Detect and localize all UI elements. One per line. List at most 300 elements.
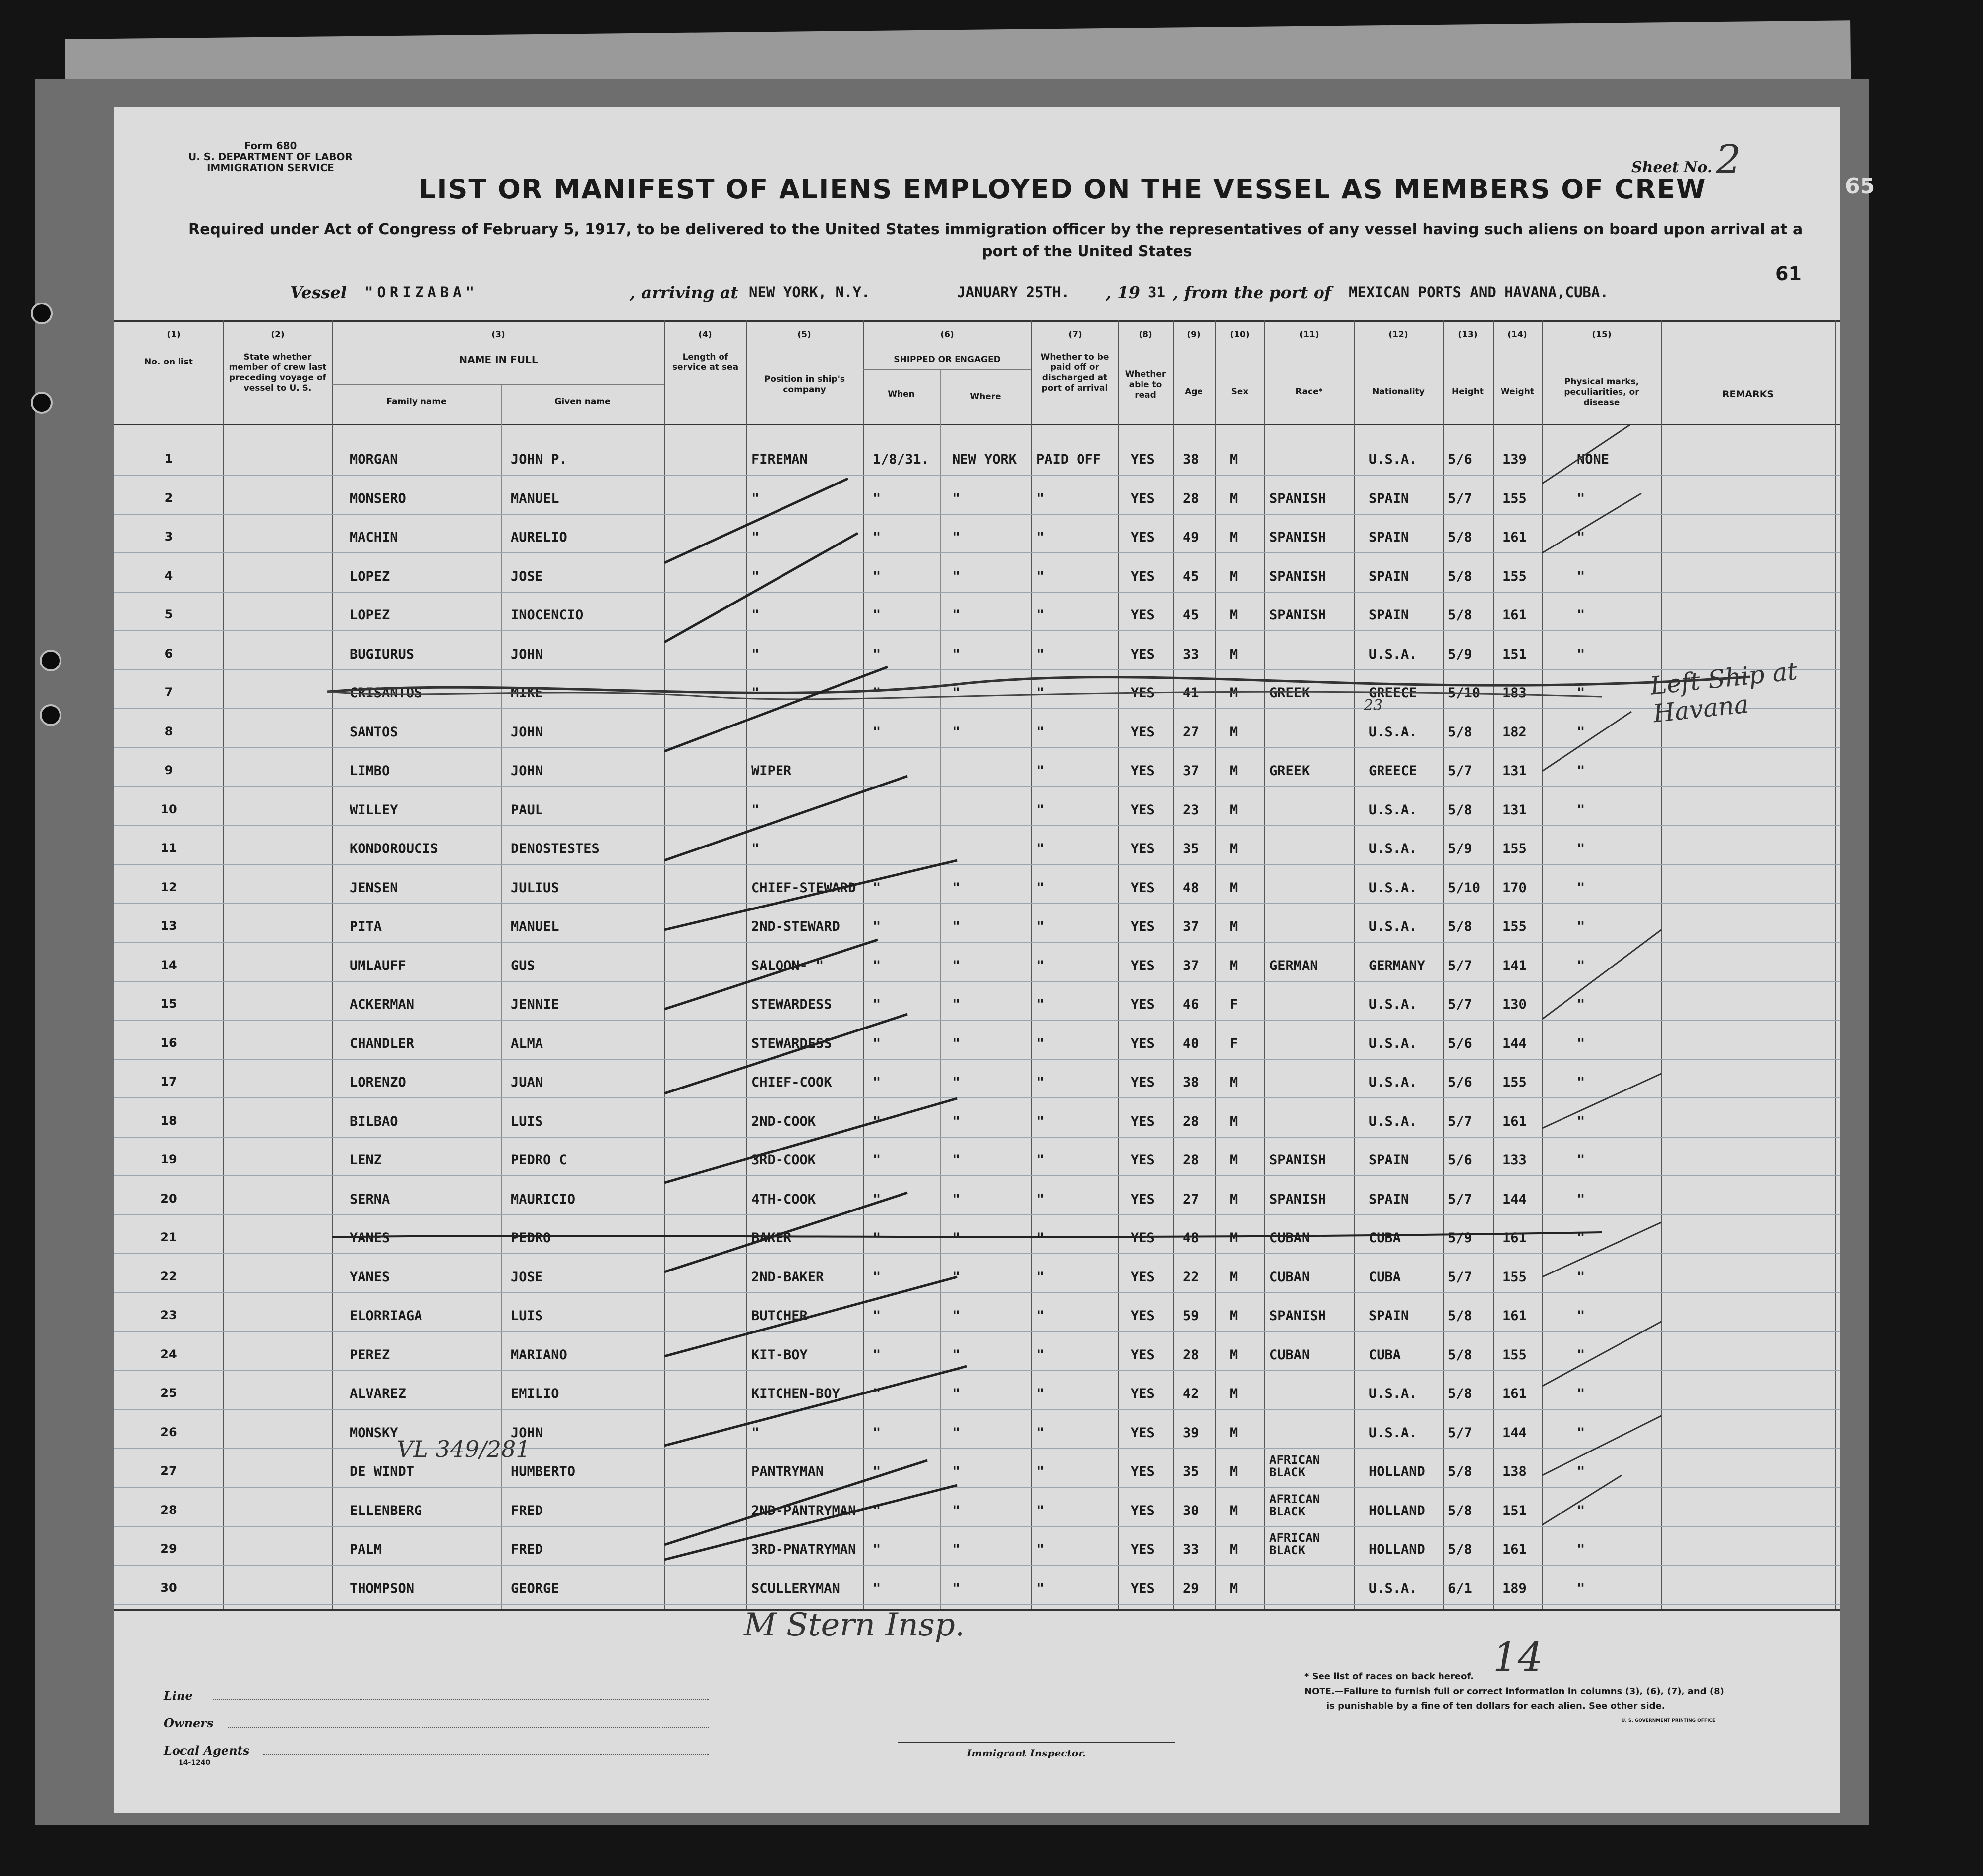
cell-nationality: SPAIN xyxy=(1369,1152,1409,1168)
cell-given: JOHN xyxy=(511,724,543,740)
row-number: 7 xyxy=(164,685,173,699)
cell-given: PEDRO C xyxy=(511,1152,567,1168)
cell-race: SPANISH xyxy=(1269,607,1326,623)
cell-marks: " xyxy=(1577,880,1585,896)
cell-age: 27 xyxy=(1183,724,1199,740)
cell-marks: " xyxy=(1577,1152,1585,1168)
cell-sex: M xyxy=(1230,724,1238,740)
row-number: 6 xyxy=(164,646,173,661)
cell-read: YES xyxy=(1131,958,1155,973)
footer-inspector-label: Immigrant Inspector. xyxy=(967,1747,1086,1759)
cell-paid: " xyxy=(1036,1580,1045,1596)
cell-sex: M xyxy=(1230,802,1238,818)
cell-given: MANUEL xyxy=(511,919,559,934)
cell-when: " xyxy=(873,997,881,1012)
row-number: 8 xyxy=(164,724,173,738)
cell-where: " xyxy=(952,1464,961,1479)
cell-family: THOMPSON xyxy=(350,1580,415,1596)
cell-given: FRED xyxy=(511,1542,543,1557)
col-num-6: (6) xyxy=(940,330,954,340)
cell-position: 2ND-PANTRYMAN xyxy=(751,1503,856,1518)
cell-given: JOHN xyxy=(511,763,543,779)
cell-position: " xyxy=(751,568,760,584)
strike-line-row-7 xyxy=(327,677,1750,693)
cell-marks: " xyxy=(1577,1503,1585,1518)
header-shipped-engaged: SHIPPED OR ENGAGED xyxy=(894,355,1001,364)
cell-marks: NONE xyxy=(1577,452,1610,467)
cell-marks: " xyxy=(1577,1035,1585,1051)
cell-given: FRED xyxy=(511,1503,543,1518)
cell-age: 37 xyxy=(1183,919,1199,934)
cell-weight: 189 xyxy=(1502,1580,1527,1596)
cell-weight: 161 xyxy=(1502,1542,1527,1557)
cell-position: KITCHEN-BOY xyxy=(751,1386,840,1401)
cell-race: CUBAN xyxy=(1269,1230,1310,1246)
check-mark xyxy=(664,1014,907,1093)
vessel-label: Vessel xyxy=(290,283,347,302)
check-mark xyxy=(1542,1475,1622,1525)
row-number: 22 xyxy=(160,1269,177,1283)
cell-where: " xyxy=(952,1308,961,1324)
cell-when: " xyxy=(873,919,881,934)
col-num-2: (2) xyxy=(271,330,285,340)
cell-marks: " xyxy=(1577,958,1585,973)
cell-weight: 151 xyxy=(1502,1503,1527,1518)
cell-sex: M xyxy=(1230,530,1238,545)
cell-nationality: GERMANY xyxy=(1369,958,1425,973)
cell-weight: 155 xyxy=(1502,841,1527,856)
cell-race: CUBAN xyxy=(1269,1269,1310,1285)
cell-sex: M xyxy=(1230,1464,1238,1479)
cell-height: 5/8 xyxy=(1448,1308,1472,1324)
header-paid-off: Whether to be paid off or discharged at port of arrival xyxy=(1040,352,1109,393)
cell-when: " xyxy=(873,646,881,662)
cell-marks: " xyxy=(1577,1425,1585,1441)
cell-marks: " xyxy=(1577,685,1585,701)
cell-sex: F xyxy=(1230,997,1238,1012)
row-number: 18 xyxy=(160,1113,177,1128)
strike-line-row-7 xyxy=(327,692,1602,699)
handwritten-count: 14 xyxy=(1493,1634,1543,1680)
footer-agents-rule xyxy=(263,1754,709,1756)
cell-family: JENSEN xyxy=(350,880,398,896)
cell-read: YES xyxy=(1131,1191,1155,1207)
form-number: Form 680 xyxy=(244,140,297,152)
check-mark xyxy=(664,940,878,1009)
vessel-name: "ORIZABA" xyxy=(364,284,479,301)
year-suffix: 31 xyxy=(1148,284,1165,301)
cell-paid: " xyxy=(1036,1075,1045,1090)
cell-position: 2ND-STEWARD xyxy=(751,919,840,934)
row-number: 10 xyxy=(160,802,177,816)
cell-family: LOPEZ xyxy=(350,607,390,623)
cell-given: JOHN P. xyxy=(511,452,567,467)
cell-nationality: HOLLAND xyxy=(1369,1542,1425,1557)
service-name: IMMIGRATION SERVICE xyxy=(206,162,334,174)
cell-nationality: SPAIN xyxy=(1369,1308,1409,1324)
cell-family: LOPEZ xyxy=(350,568,390,584)
cell-nationality: SPAIN xyxy=(1369,490,1409,506)
cell-sex: M xyxy=(1230,763,1238,779)
cell-weight: 155 xyxy=(1502,568,1527,584)
cell-read: YES xyxy=(1131,802,1155,818)
cell-family: PITA xyxy=(350,919,382,934)
cell-marks: " xyxy=(1577,646,1585,662)
check-mark xyxy=(664,479,848,563)
cell-weight: 161 xyxy=(1502,607,1527,623)
cell-height: 5/8 xyxy=(1448,607,1472,623)
cell-when: " xyxy=(873,1269,881,1285)
cell-nationality: CUBA xyxy=(1369,1230,1401,1246)
row-number: 11 xyxy=(160,841,177,855)
arrival-date: JANUARY 25TH. xyxy=(957,284,1070,301)
cell-where: " xyxy=(952,997,961,1012)
cell-height: 5/6 xyxy=(1448,452,1472,467)
cell-height: 5/6 xyxy=(1448,1075,1472,1090)
col-num-1: (1) xyxy=(167,330,180,340)
cell-marks: " xyxy=(1577,763,1585,779)
cell-race: GREEK xyxy=(1269,763,1310,779)
cell-age: 48 xyxy=(1183,880,1199,896)
cell-where: NEW YORK xyxy=(952,452,1017,467)
cell-given: GEORGE xyxy=(511,1580,559,1596)
from-port-label: , from the port of xyxy=(1173,283,1332,302)
row-number: 4 xyxy=(164,568,173,583)
cell-weight: 144 xyxy=(1502,1425,1527,1441)
cell-weight: 141 xyxy=(1502,958,1527,973)
inspector-signature: M Stern Insp. xyxy=(744,1607,965,1643)
cell-marks: " xyxy=(1577,1191,1585,1207)
cell-height: 5/8 xyxy=(1448,1503,1472,1518)
check-mark xyxy=(1542,1074,1661,1128)
cell-when: " xyxy=(873,1035,881,1051)
cell-where: " xyxy=(952,1269,961,1285)
cell-read: YES xyxy=(1131,1580,1155,1596)
cell-when: " xyxy=(873,1308,881,1324)
cell-position: CHIEF-STEWARD xyxy=(751,880,856,896)
col-num-9: (9) xyxy=(1187,330,1201,340)
arriving-label: , arriving at xyxy=(630,283,738,302)
cell-where: " xyxy=(952,1347,961,1363)
cell-age: 37 xyxy=(1183,958,1199,973)
cell-read: YES xyxy=(1131,530,1155,545)
cell-weight: 155 xyxy=(1502,1269,1527,1285)
cell-sex: M xyxy=(1230,490,1238,506)
cell-weight: 144 xyxy=(1502,1191,1527,1207)
cell-nationality: SPAIN xyxy=(1369,1191,1409,1207)
cell-where: " xyxy=(952,490,961,506)
cell-when: " xyxy=(873,1503,881,1518)
cell-where: " xyxy=(952,958,961,973)
check-mark xyxy=(664,1366,967,1446)
cell-when: " xyxy=(873,1347,881,1363)
cell-weight: 183 xyxy=(1502,685,1527,701)
cell-family: YANES xyxy=(350,1230,390,1246)
cell-paid: " xyxy=(1036,490,1045,506)
cell-age: 35 xyxy=(1183,841,1199,856)
cell-where: " xyxy=(952,1075,961,1090)
header-nationality: Nationality xyxy=(1372,387,1425,397)
cell-when: " xyxy=(873,1230,881,1246)
cell-read: YES xyxy=(1131,1035,1155,1051)
cell-given: HUMBERTO xyxy=(511,1464,576,1479)
cell-nationality: GREECE xyxy=(1369,763,1417,779)
row-number: 23 xyxy=(160,1308,177,1322)
cell-paid: " xyxy=(1036,1308,1045,1324)
cell-height: 5/8 xyxy=(1448,919,1472,934)
cell-when: " xyxy=(873,1152,881,1168)
header-weight: Weight xyxy=(1501,387,1534,397)
check-mark xyxy=(664,1193,907,1272)
cell-given: LUIS xyxy=(511,1113,543,1129)
cell-given: ALMA xyxy=(511,1035,543,1051)
cell-paid: " xyxy=(1036,880,1045,896)
cell-marks: " xyxy=(1577,568,1585,584)
cell-paid: " xyxy=(1036,763,1045,779)
col-num-10: (10) xyxy=(1230,330,1250,340)
check-mark xyxy=(664,1485,957,1560)
cell-race: SPANISH xyxy=(1269,490,1326,506)
cell-height: 6/1 xyxy=(1448,1580,1472,1596)
header-position: Position in ship's company xyxy=(764,374,845,395)
row-number: 14 xyxy=(160,958,177,972)
cell-age: 35 xyxy=(1183,1464,1199,1479)
cell-nationality: SPAIN xyxy=(1369,607,1409,623)
cell-nationality: SPAIN xyxy=(1369,530,1409,545)
cell-read: YES xyxy=(1131,1075,1155,1090)
cell-paid: " xyxy=(1036,958,1045,973)
cell-paid: " xyxy=(1036,1347,1045,1363)
col-num-15: (15) xyxy=(1592,330,1612,340)
cell-sex: M xyxy=(1230,1152,1238,1168)
cell-nationality: U.S.A. xyxy=(1369,1075,1417,1090)
cell-given: JOHN xyxy=(511,1425,543,1441)
cell-age: 49 xyxy=(1183,530,1199,545)
footer-note-1: NOTE.—Failure to furnish full or correct information in columns (3), (6), (7), and (8) xyxy=(1304,1686,1724,1696)
cell-read: YES xyxy=(1131,452,1155,467)
cell-age: 59 xyxy=(1183,1308,1199,1324)
cell-weight: 161 xyxy=(1502,1230,1527,1246)
cell-family: MONSKY xyxy=(350,1425,398,1441)
cell-paid: " xyxy=(1036,841,1045,856)
cell-age: 23 xyxy=(1183,802,1199,818)
check-mark xyxy=(1542,1222,1661,1277)
header-where: Where xyxy=(970,392,1001,402)
cell-nationality: U.S.A. xyxy=(1369,1035,1417,1051)
cell-read: YES xyxy=(1131,1464,1155,1479)
row-number: 24 xyxy=(160,1347,177,1361)
check-mark xyxy=(664,667,888,751)
cell-given: LUIS xyxy=(511,1308,543,1324)
cell-where: " xyxy=(952,1386,961,1401)
cell-family: KONDOROUCIS xyxy=(350,841,438,856)
cell-when: " xyxy=(873,1113,881,1129)
cell-marks: " xyxy=(1577,1269,1585,1285)
cell-paid: " xyxy=(1036,1386,1045,1401)
row-number: 20 xyxy=(160,1191,177,1206)
cell-marks: " xyxy=(1577,1230,1585,1246)
header-sex: Sex xyxy=(1231,387,1249,397)
footer-line-rule xyxy=(213,1699,709,1701)
cell-read: YES xyxy=(1131,685,1155,701)
cell-weight: 144 xyxy=(1502,1035,1527,1051)
cell-family: MONSERO xyxy=(350,490,406,506)
cell-race: AFRICAN BLACK xyxy=(1269,1453,1320,1479)
subtitle-line-2: port of the United States xyxy=(982,243,1192,260)
cell-height: 5/8 xyxy=(1448,802,1472,818)
cell-family: YANES xyxy=(350,1269,390,1285)
col-num-4: (4) xyxy=(698,330,712,340)
row-number: 3 xyxy=(164,530,173,544)
cell-position: STEWARDESS xyxy=(751,1035,832,1051)
cell-height: 5/7 xyxy=(1448,997,1472,1012)
handwritten-perez-note: VL 349/281 xyxy=(397,1436,531,1462)
cell-age: 22 xyxy=(1183,1269,1199,1285)
footer-agents-label: Local Agents xyxy=(164,1743,250,1757)
cell-sex: M xyxy=(1230,452,1238,467)
cell-height: 5/7 xyxy=(1448,1269,1472,1285)
cell-read: YES xyxy=(1131,841,1155,856)
cell-when: " xyxy=(873,1542,881,1557)
cell-paid: " xyxy=(1036,802,1045,818)
cell-height: 5/7 xyxy=(1448,1113,1472,1129)
header-length-of-service: Length of service at sea xyxy=(672,352,739,372)
cell-family: MACHIN xyxy=(350,530,398,545)
cell-position: " xyxy=(751,802,760,818)
binder-hole xyxy=(40,650,61,671)
col-num-3: (3) xyxy=(491,330,505,340)
cell-age: 29 xyxy=(1183,1580,1199,1596)
cell-age: 45 xyxy=(1183,568,1199,584)
cell-paid: " xyxy=(1036,724,1045,740)
cell-weight: 161 xyxy=(1502,1113,1527,1129)
cell-height: 5/9 xyxy=(1448,841,1472,856)
cell-sex: M xyxy=(1230,1075,1238,1090)
cell-position: " xyxy=(751,490,760,506)
cell-position: WIPER xyxy=(751,763,792,779)
footer-race-note: * See list of races on back hereof. xyxy=(1304,1671,1474,1682)
cell-when: " xyxy=(873,958,881,973)
row-number: 16 xyxy=(160,1035,177,1050)
cell-age: 28 xyxy=(1183,490,1199,506)
cell-when: " xyxy=(873,607,881,623)
cell-nationality: CUBA xyxy=(1369,1269,1401,1285)
cell-marks: " xyxy=(1577,802,1585,818)
cell-read: YES xyxy=(1131,1113,1155,1129)
cell-weight: 151 xyxy=(1502,646,1527,662)
cell-family: SANTOS xyxy=(350,724,398,740)
cell-position: PANTRYMAN xyxy=(751,1464,824,1479)
cell-paid: " xyxy=(1036,1503,1045,1518)
col-num-7: (7) xyxy=(1068,330,1082,340)
header-race: Race* xyxy=(1295,387,1323,397)
cell-sex: M xyxy=(1230,1113,1238,1129)
cell-age: 38 xyxy=(1183,452,1199,467)
cell-read: YES xyxy=(1131,919,1155,934)
binder-hole xyxy=(31,392,53,414)
cell-position: 3RD-PNATRYMAN xyxy=(751,1542,856,1557)
cell-paid: " xyxy=(1036,568,1045,584)
cell-where: " xyxy=(952,1425,961,1441)
cell-age: 27 xyxy=(1183,1191,1199,1207)
cell-position: 2ND-COOK xyxy=(751,1113,816,1129)
cell-given: PAUL xyxy=(511,802,543,818)
cell-height: 5/7 xyxy=(1448,958,1472,973)
cell-height: 5/7 xyxy=(1448,1425,1472,1441)
cell-read: YES xyxy=(1131,880,1155,896)
cell-race: SPANISH xyxy=(1269,530,1326,545)
cell-read: YES xyxy=(1131,1386,1155,1401)
footer-line-label: Line xyxy=(164,1689,193,1703)
cell-family: ELORRIAGA xyxy=(350,1308,422,1324)
cell-height: 5/9 xyxy=(1448,646,1472,662)
cell-when: " xyxy=(873,1425,881,1441)
cell-nationality: GREECE xyxy=(1369,685,1417,701)
cell-read: YES xyxy=(1131,997,1155,1012)
cell-read: YES xyxy=(1131,1152,1155,1168)
cell-height: 5/6 xyxy=(1448,1035,1472,1051)
header-name-in-full: NAME IN FULL xyxy=(459,354,538,365)
cell-where: " xyxy=(952,530,961,545)
row-number: 1 xyxy=(164,452,173,466)
cell-paid: " xyxy=(1036,646,1045,662)
cell-position: " xyxy=(751,685,760,701)
cell-family: DE WINDT xyxy=(350,1464,415,1479)
cell-family: BUGIURUS xyxy=(350,646,415,662)
cell-marks: " xyxy=(1577,997,1585,1012)
subtitle-line-1: Required under Act of Congress of February 5, 1917, to be delivered to the United States immigration officer by the representatives of any vessel having such aliens on board upon arrival at a xyxy=(188,221,1803,238)
cell-read: YES xyxy=(1131,1347,1155,1363)
cell-sex: M xyxy=(1230,1230,1238,1246)
cell-given: MANUEL xyxy=(511,490,559,506)
check-mark xyxy=(1542,712,1631,771)
cell-marks: " xyxy=(1577,919,1585,934)
cell-where: " xyxy=(952,1580,961,1596)
check-mark xyxy=(1542,490,1641,553)
cell-height: 5/8 xyxy=(1448,1347,1472,1363)
cell-sex: M xyxy=(1230,568,1238,584)
cell-paid: " xyxy=(1036,1269,1045,1285)
handwritten-remark-row-7: Left Ship at Havana xyxy=(1648,656,1799,728)
cell-read: YES xyxy=(1131,1308,1155,1324)
cell-read: YES xyxy=(1131,724,1155,740)
check-mark xyxy=(1542,424,1631,484)
cell-family: LORENZO xyxy=(350,1075,406,1090)
cell-position: 2ND-BAKER xyxy=(751,1269,824,1285)
cell-nationality: CUBA xyxy=(1369,1347,1401,1363)
col-num-14: (14) xyxy=(1507,330,1527,340)
side-number: 61 xyxy=(1775,263,1802,285)
cell-height: 5/6 xyxy=(1448,1152,1472,1168)
cell-height: 5/7 xyxy=(1448,490,1472,506)
cell-race: SPANISH xyxy=(1269,1152,1326,1168)
cell-race: GREEK xyxy=(1269,685,1310,701)
cell-nationality: HOLLAND xyxy=(1369,1464,1425,1479)
header-family-name: Family name xyxy=(386,397,447,407)
cell-given: JUAN xyxy=(511,1075,543,1090)
cell-weight: 155 xyxy=(1502,490,1527,506)
row-number: 15 xyxy=(160,997,177,1011)
row-number: 17 xyxy=(160,1075,177,1089)
cell-given: AURELIO xyxy=(511,530,567,545)
cell-race: SPANISH xyxy=(1269,1308,1326,1324)
cell-race: SPANISH xyxy=(1269,568,1326,584)
cell-sex: M xyxy=(1230,646,1238,662)
cell-age: 41 xyxy=(1183,685,1199,701)
cell-nationality: SPAIN xyxy=(1369,568,1409,584)
cell-where: " xyxy=(952,1503,961,1518)
cell-height: 5/8 xyxy=(1448,568,1472,584)
